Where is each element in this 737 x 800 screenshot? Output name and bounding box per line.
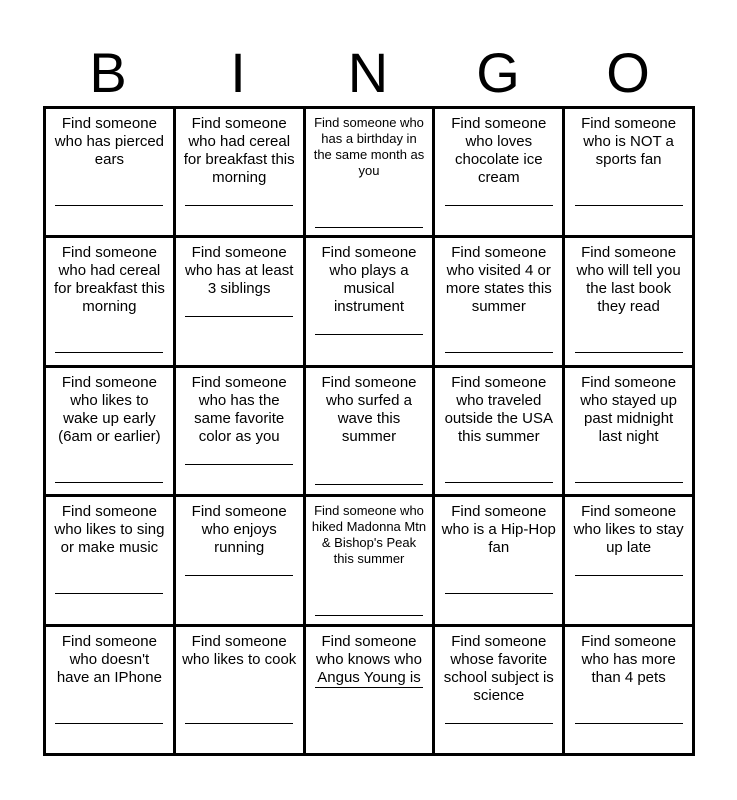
cell-prompt: Find someone who enjoys running (191, 503, 287, 557)
signature-line[interactable] (315, 334, 423, 335)
bingo-cell[interactable] (46, 368, 176, 497)
signature-line[interactable] (185, 464, 293, 465)
bingo-cell[interactable] (306, 109, 436, 238)
signature-line[interactable] (315, 687, 423, 688)
bingo-cell[interactable] (565, 109, 695, 238)
signature-line[interactable] (55, 723, 163, 724)
bingo-cell[interactable] (46, 109, 176, 238)
signature-line[interactable] (575, 352, 683, 353)
cell-prompt: Find someone who is NOT a sports fan (581, 115, 677, 168)
signature-line[interactable] (445, 482, 553, 483)
cell-prompt: Find someone who traveled outside the USA this summer (444, 373, 553, 445)
cell-prompt: Find someone who likes to wake up early (6am or earlier) (58, 373, 161, 445)
signature-line[interactable] (185, 723, 293, 724)
bingo-cell[interactable] (435, 368, 565, 497)
signature-line[interactable] (185, 205, 293, 206)
cell-prompt: Find someone who surfed a wave this summer (321, 373, 417, 445)
header-letter-n: N (347, 41, 389, 104)
bingo-cell[interactable] (306, 238, 436, 367)
bingo-cell[interactable] (306, 497, 436, 626)
bingo-cell[interactable] (435, 627, 565, 756)
cell-prompt: Find someone who stayed up past midnight last night (580, 373, 677, 445)
signature-line[interactable] (55, 205, 163, 206)
bingo-cell[interactable] (46, 238, 176, 367)
bingo-cell[interactable] (565, 497, 695, 626)
cell-prompt: Find someone who has the same favorite color as you (191, 373, 287, 445)
signature-line[interactable] (575, 575, 683, 576)
signature-line[interactable] (315, 484, 423, 485)
bingo-cell[interactable] (176, 368, 306, 497)
cell-prompt: Find someone who plays a musical instrument (321, 244, 417, 316)
signature-line[interactable] (575, 482, 683, 483)
cell-prompt: Find someone who visited 4 or more states this summer (445, 244, 552, 316)
header-letter-o: O (606, 41, 650, 104)
signature-line[interactable] (185, 316, 293, 317)
cell-prompt: Find someone who has pierced ears (54, 115, 165, 168)
bingo-grid (43, 106, 695, 756)
bingo-cell[interactable] (176, 627, 306, 756)
signature-line[interactable] (55, 482, 163, 483)
signature-line[interactable] (445, 593, 553, 594)
bingo-cell[interactable] (46, 627, 176, 756)
cell-prompt: Find someone who had cereal for breakfast this morning (53, 244, 165, 316)
cell-prompt: Find someone who has at least 3 siblings (184, 244, 294, 298)
signature-line[interactable] (575, 205, 683, 206)
cell-prompt: Find someone who knows who Angus Young is (316, 632, 422, 686)
cell-prompt: Find someone who will tell you the last book they read (576, 244, 681, 316)
signature-line[interactable] (185, 575, 293, 576)
cell-prompt: Find someone whose favorite school subject is science (443, 632, 554, 704)
bingo-header (43, 40, 693, 106)
cell-prompt: Find someone who is a Hip-Hop fan (441, 503, 556, 557)
cell-prompt: Find someone who likes to sing or make music (54, 503, 165, 557)
signature-line[interactable] (445, 205, 553, 206)
header-letter-b: B (89, 41, 127, 104)
cell-prompt: Find someone who had cereal for breakfast this morning (183, 115, 295, 186)
header-letter-g: G (476, 41, 520, 104)
bingo-cell[interactable] (46, 497, 176, 626)
bingo-cell[interactable] (565, 627, 695, 756)
header-letter-i: I (230, 41, 246, 104)
cell-prompt: Find someone who likes to cook (182, 632, 297, 668)
cell-prompt: Find someone who doesn't have an IPhone (56, 632, 162, 686)
cell-prompt: Find someone who has a birthday in the same month as you (313, 115, 425, 178)
bingo-cell[interactable] (435, 238, 565, 367)
bingo-cell[interactable] (306, 368, 436, 497)
cell-prompt: Find someone who hiked Madonna Mtn & Bishop's Peak this summer (311, 503, 427, 567)
bingo-cell[interactable] (306, 627, 436, 756)
cell-prompt: Find someone who likes to stay up late (573, 503, 684, 557)
signature-line[interactable] (315, 615, 423, 616)
bingo-cell[interactable] (176, 238, 306, 367)
bingo-cell[interactable] (176, 109, 306, 238)
bingo-cell[interactable] (565, 238, 695, 367)
signature-line[interactable] (55, 352, 163, 353)
bingo-cell[interactable] (176, 497, 306, 626)
signature-line[interactable] (445, 723, 553, 724)
bingo-cell[interactable] (565, 368, 695, 497)
signature-line[interactable] (575, 723, 683, 724)
cell-prompt: Find someone who loves chocolate ice cream (451, 115, 547, 186)
signature-line[interactable] (55, 593, 163, 594)
signature-line[interactable] (315, 227, 423, 228)
signature-line[interactable] (445, 352, 553, 353)
cell-prompt: Find someone who has more than 4 pets (581, 632, 677, 686)
bingo-cell[interactable] (435, 497, 565, 626)
bingo-cell[interactable] (435, 109, 565, 238)
